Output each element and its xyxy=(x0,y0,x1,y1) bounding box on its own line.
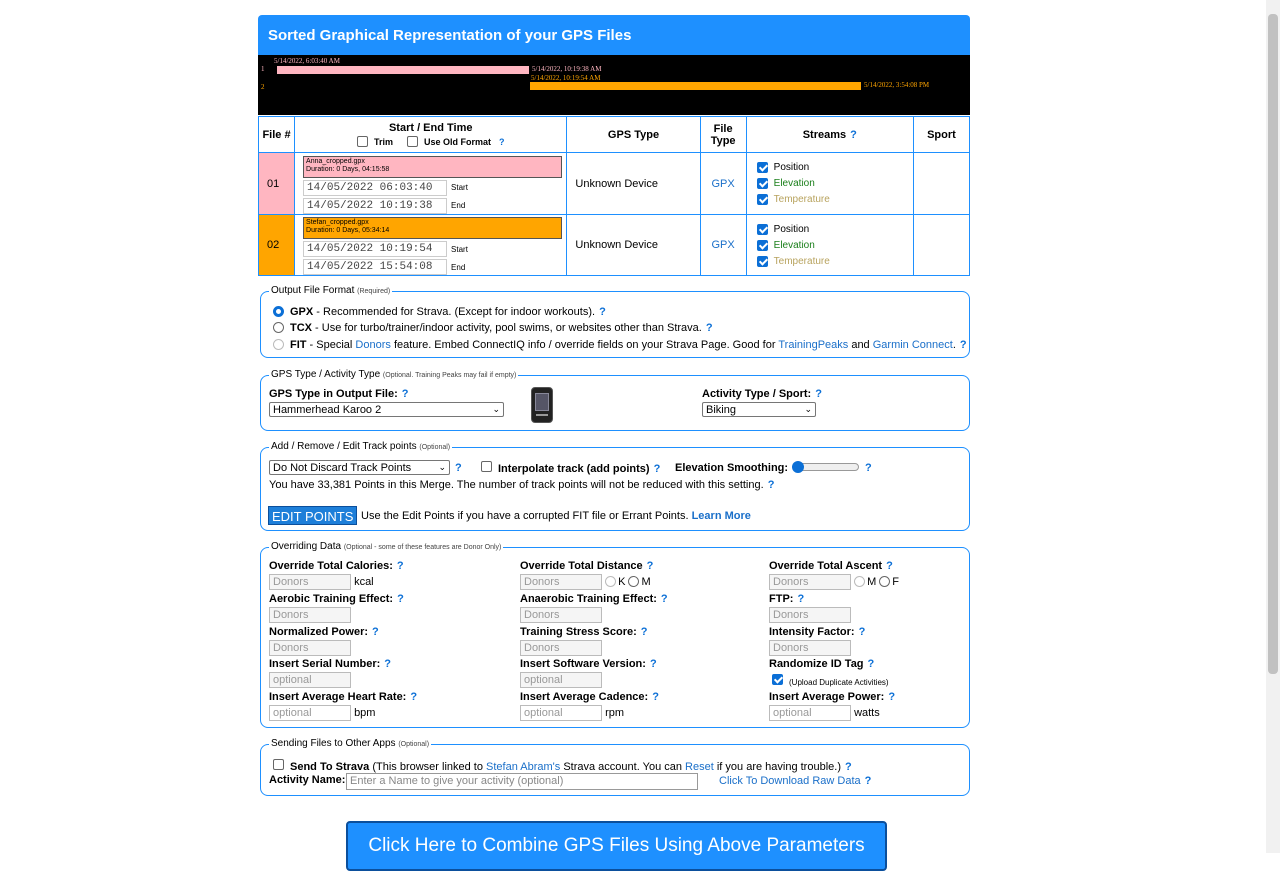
sport-cell xyxy=(913,153,969,215)
time-cell xyxy=(295,215,567,276)
sending-fieldset xyxy=(260,738,970,796)
stream-elevation-label: Elevation xyxy=(773,239,815,251)
cadence-label xyxy=(520,691,659,703)
cadence-unit: rpm xyxy=(605,706,625,719)
file-type-cell xyxy=(700,153,746,215)
overriding-legend-note: (Optional - some of these features are Donor Only) xyxy=(343,544,502,551)
randomize-checkbox[interactable] xyxy=(772,674,783,685)
gps-type-select-value: Hammerhead Karoo 2 xyxy=(273,403,382,416)
sending-legend-note: (Optional) xyxy=(398,741,430,748)
anaerobic-input[interactable]: Donors xyxy=(520,607,602,623)
power-help-icon[interactable]: ? xyxy=(888,691,896,703)
output-format-legend-title: Output File Format xyxy=(271,285,355,296)
gps-activity-fieldset xyxy=(260,369,970,431)
gpx-help-icon[interactable]: ? xyxy=(599,306,606,318)
discard-points-select[interactable] xyxy=(269,460,450,475)
stream-position-label: Position xyxy=(773,162,810,173)
garmin-connect-link[interactable]: Garmin Connect xyxy=(872,339,953,351)
tcx-desc: - Use for turbo/trainer/indoor activity, pool swims, or websites other than Strava. xyxy=(312,322,702,334)
fit-desc-2: feature. Embed ConnectIQ info / override fields on your Strava Page. Good for xyxy=(390,339,779,351)
file-info-box[interactable] xyxy=(303,217,562,239)
ascent-help-icon[interactable]: ? xyxy=(886,560,893,572)
file-num-cell xyxy=(259,153,295,215)
calories-unit: kcal xyxy=(354,575,374,588)
end-label: End xyxy=(451,262,466,272)
software-label xyxy=(520,658,657,670)
elevation-smoothing-slider[interactable] xyxy=(793,463,859,471)
ascent-f-radio[interactable] xyxy=(879,576,890,587)
aerobic-help-icon[interactable]: ? xyxy=(397,593,404,605)
elevation-slider-thumb[interactable] xyxy=(792,461,804,473)
power-label-text: Insert Average Power: xyxy=(769,691,885,703)
end-time-input[interactable]: 14/05/2022 15:54:08 xyxy=(303,259,447,275)
time-cell xyxy=(295,153,567,215)
overriding-fieldset xyxy=(260,541,970,728)
track-points-legend xyxy=(269,441,452,452)
gps-activity-legend-title: GPS Type / Activity Type xyxy=(271,369,381,380)
anaerobic-label xyxy=(520,593,668,605)
ascent-m-label: M xyxy=(867,575,877,588)
ascent-input[interactable]: Donors xyxy=(769,574,851,590)
fit-desc-1: - Special xyxy=(306,339,356,351)
distance-k-label: K xyxy=(618,575,626,588)
edit-points-desc xyxy=(361,510,751,522)
page-title: Sorted Graphical Representation of your GPS Files xyxy=(258,15,970,55)
output-format-legend xyxy=(269,285,392,296)
tss-help-icon[interactable]: ? xyxy=(640,626,648,638)
activity-type-label-text: Activity Type / Sport: xyxy=(702,388,812,400)
file-type-link[interactable]: GPX xyxy=(711,239,735,251)
elevation-smoothing-label: Elevation Smoothing: xyxy=(675,462,789,474)
scrollbar-thumb[interactable] xyxy=(1268,14,1278,674)
use-old-format-label: Use Old Format xyxy=(423,136,491,147)
file-info-box[interactable] xyxy=(303,156,562,178)
calories-label xyxy=(269,560,404,572)
sending-legend xyxy=(269,738,431,749)
aerobic-input[interactable]: Donors xyxy=(269,607,351,623)
gps-type-help-icon[interactable]: ? xyxy=(401,388,409,400)
software-help-icon[interactable]: ? xyxy=(649,658,657,670)
reset-link[interactable]: Reset xyxy=(685,761,714,773)
ftp-label-text: FTP: xyxy=(769,593,794,605)
np-label xyxy=(269,626,379,638)
randomize-note: (Upload Duplicate Activities) xyxy=(789,678,889,687)
ascent-m-radio[interactable] xyxy=(854,576,865,587)
hr-unit: bpm xyxy=(354,706,376,719)
file-type-cell xyxy=(700,215,746,276)
gps-type-cell xyxy=(567,215,700,276)
track-points-legend-title: Add / Remove / Edit Track points xyxy=(271,441,417,452)
start-end-title: Start / End Time xyxy=(388,122,473,134)
scrollbar[interactable] xyxy=(1266,0,1280,853)
fit-option[interactable] xyxy=(273,339,967,351)
stream-elevation-checkbox[interactable] xyxy=(757,240,768,251)
stream-elevation-label: Elevation xyxy=(773,178,815,189)
tcx-option[interactable] xyxy=(273,322,713,334)
stream-temperature-label: Temperature xyxy=(773,194,830,205)
elevation-help-icon[interactable]: ? xyxy=(865,462,872,474)
if-input[interactable]: Donors xyxy=(769,640,851,656)
donors-link[interactable]: Donors xyxy=(355,339,391,351)
hr-input[interactable]: optional xyxy=(269,705,351,721)
timeline-bar-file2[interactable] xyxy=(530,82,861,90)
timeline-file1-end-label: 5/14/2022, 10:19:38 AM xyxy=(532,65,602,73)
chevron-down-icon: ⌄ xyxy=(804,404,812,414)
stream-temperature-checkbox[interactable] xyxy=(757,194,768,205)
start-label: Start xyxy=(451,244,468,254)
software-input[interactable]: optional xyxy=(520,672,602,688)
interpolate-help-icon[interactable]: ? xyxy=(653,463,661,475)
download-raw-link[interactable]: Click To Download Raw Data xyxy=(719,775,861,787)
timeline-file2-end-label: 5/14/2022, 3:54:08 PM xyxy=(864,81,930,89)
activity-type-label xyxy=(702,388,822,400)
np-help-icon[interactable]: ? xyxy=(372,626,379,638)
file-name: Anna_cropped.gpx xyxy=(306,157,365,165)
ascent-label xyxy=(769,560,893,572)
activity-type-select-value: Biking xyxy=(706,403,736,416)
file-num: 01 xyxy=(267,177,280,190)
gps-type-select[interactable] xyxy=(269,402,504,417)
track-points-legend-note: (Optional) xyxy=(419,444,451,451)
file-num: 02 xyxy=(267,239,280,251)
cadence-label-text: Insert Average Cadence: xyxy=(520,691,649,703)
download-raw-row xyxy=(719,775,871,787)
col-header-file-num: File # xyxy=(259,117,295,153)
serial-label-text: Insert Serial Number: xyxy=(269,658,381,670)
trainingpeaks-link[interactable]: TrainingPeaks xyxy=(778,339,849,351)
randomize-label xyxy=(769,658,874,670)
calories-label-text: Override Total Calories: xyxy=(269,560,393,572)
output-format-fieldset xyxy=(260,285,970,358)
points-info-help-icon[interactable]: ? xyxy=(767,479,775,491)
randomize-label-text: Randomize ID Tag xyxy=(769,658,864,670)
tcx-help-icon[interactable]: ? xyxy=(705,322,713,334)
file-table xyxy=(258,116,970,276)
fit-and: and xyxy=(848,339,873,351)
use-old-format-checkbox[interactable] xyxy=(407,136,418,147)
activity-name-label: Activity Name: xyxy=(269,774,346,786)
file-type-link[interactable]: GPX xyxy=(711,177,735,190)
send-to-strava-checkbox[interactable] xyxy=(273,759,284,770)
col-header-streams xyxy=(746,117,913,153)
end-label: End xyxy=(451,201,466,210)
combine-button[interactable]: Click Here to Combine GPS Files Using Above Parameters xyxy=(346,821,887,871)
ascent-label-text: Override Total Ascent xyxy=(769,560,883,572)
edit-points-button[interactable]: EDIT POINTS xyxy=(268,506,357,525)
gpx-option[interactable] xyxy=(273,306,606,318)
fit-help-icon[interactable]: ? xyxy=(959,339,967,351)
start-time-input[interactable]: 14/05/2022 06:03:40 xyxy=(303,180,447,196)
edit-points-desc-text: Use the Edit Points if you have a corrupted FIT file or Errant Points. xyxy=(361,510,689,522)
tss-label xyxy=(520,626,648,638)
file-duration: Duration: 0 Days, 05:34:14 xyxy=(306,227,390,234)
tcx-radio[interactable] xyxy=(273,322,284,333)
distance-label-text: Override Total Distance xyxy=(520,560,643,572)
trim-label: Trim xyxy=(373,136,393,147)
distance-m-radio[interactable] xyxy=(628,576,639,587)
timeline-row-2-number: 2 xyxy=(261,83,265,91)
if-label-text: Intensity Factor: xyxy=(769,626,855,638)
timeline-row-1-number: 1 xyxy=(261,65,265,73)
table-row xyxy=(259,215,970,276)
timeline-graph xyxy=(258,55,970,115)
activity-type-help-icon[interactable]: ? xyxy=(815,388,822,400)
start-end-help-icon[interactable]: ? xyxy=(499,136,505,147)
cadence-input[interactable]: optional xyxy=(520,705,602,721)
randomize-help-icon[interactable]: ? xyxy=(867,658,875,670)
power-unit: watts xyxy=(854,706,880,719)
software-label-text: Insert Software Version: xyxy=(520,658,646,670)
if-help-icon[interactable]: ? xyxy=(858,626,866,638)
trim-checkbox[interactable] xyxy=(357,136,368,147)
sending-legend-title: Sending Files to Other Apps xyxy=(271,738,396,749)
output-format-legend-note: (Required) xyxy=(357,288,391,295)
track-points-fieldset xyxy=(260,441,970,531)
fit-dot: . xyxy=(952,339,956,351)
timeline-bar-file1[interactable] xyxy=(277,66,529,74)
tss-input[interactable]: Donors xyxy=(520,640,602,656)
points-info xyxy=(269,479,774,491)
hr-label xyxy=(269,691,417,703)
gps-activity-legend xyxy=(269,369,518,380)
table-header-row xyxy=(259,117,970,153)
gpx-desc: - Recommended for Strava. (Except for indoor workouts). xyxy=(313,306,596,318)
file-name: Stefan_cropped.gpx xyxy=(306,219,369,226)
np-input[interactable]: Donors xyxy=(269,640,351,656)
fit-label: FIT xyxy=(290,339,307,351)
gps-type: Unknown Device xyxy=(575,239,658,251)
stream-temperature-label: Temperature xyxy=(773,255,830,267)
interpolate-checkbox[interactable] xyxy=(481,461,492,472)
points-info-text: You have 33,381 Points in this Merge. The number of track points will not be reduced with this setting. xyxy=(269,479,764,491)
streams-cell xyxy=(746,153,913,215)
tss-label-text: Training Stress Score: xyxy=(520,626,637,638)
overriding-legend xyxy=(269,541,503,552)
discard-help-icon[interactable]: ? xyxy=(455,462,462,474)
timeline-file2-start-label: 5/14/2022, 10:19:54 AM xyxy=(531,74,601,82)
col-header-start-end xyxy=(295,117,567,153)
file-duration: Duration: 0 Days, 04:15:58 xyxy=(306,165,390,173)
activity-name-input[interactable]: Enter a Name to give your activity (optional) xyxy=(346,773,698,790)
cadence-help-icon[interactable]: ? xyxy=(652,691,659,703)
serial-help-icon[interactable]: ? xyxy=(384,658,391,670)
activity-type-select[interactable] xyxy=(702,402,816,417)
ftp-help-icon[interactable]: ? xyxy=(797,593,805,605)
stream-position-checkbox[interactable] xyxy=(757,162,768,173)
strava-desc-3: if you are having trouble.) xyxy=(713,761,841,773)
aerobic-label xyxy=(269,593,404,605)
timeline-file1-start-label: 5/14/2022, 6:03:40 AM xyxy=(274,57,340,65)
send-to-strava-label: Send To Strava xyxy=(290,761,370,773)
serial-label xyxy=(269,658,391,670)
send-to-strava-row xyxy=(273,759,852,773)
gps-type-cell xyxy=(567,153,700,215)
gps-activity-legend-note: (Optional. Training Peaks may fail if empty) xyxy=(382,372,517,379)
discard-points-value: Do Not Discard Track Points xyxy=(273,461,412,474)
fit-radio[interactable] xyxy=(273,339,284,350)
chevron-down-icon: ⌄ xyxy=(438,462,446,472)
sport-cell xyxy=(913,215,969,276)
distance-k-radio[interactable] xyxy=(605,576,616,587)
end-time-input[interactable]: 14/05/2022 10:19:38 xyxy=(303,198,447,214)
start-label: Start xyxy=(451,183,468,192)
power-label xyxy=(769,691,895,703)
hr-label-text: Insert Average Heart Rate: xyxy=(269,691,407,703)
stream-elevation-checkbox[interactable] xyxy=(757,178,768,189)
stream-position-checkbox[interactable] xyxy=(757,224,768,235)
tcx-label: TCX xyxy=(290,322,312,334)
gps-type-label-text: GPS Type in Output File: xyxy=(269,388,398,400)
calories-input[interactable]: Donors xyxy=(269,574,351,590)
streams-cell xyxy=(746,215,913,276)
col-header-gps-type: GPS Type xyxy=(567,117,700,153)
np-label-text: Normalized Power: xyxy=(269,626,369,638)
serial-input[interactable]: optional xyxy=(269,672,351,688)
gpx-label: GPX xyxy=(290,306,314,318)
strava-user-link[interactable]: Stefan Abram's xyxy=(486,761,561,773)
distance-input[interactable]: Donors xyxy=(520,574,602,590)
device-image xyxy=(531,387,553,423)
ftp-input[interactable]: Donors xyxy=(769,607,851,623)
distance-m-label: M xyxy=(641,575,651,588)
aerobic-label-text: Aerobic Training Effect: xyxy=(269,593,394,605)
interpolate-label: Interpolate track (add points) xyxy=(498,463,650,475)
gps-type-label xyxy=(269,388,408,400)
power-input[interactable]: optional xyxy=(769,705,851,721)
gps-type: Unknown Device xyxy=(575,177,658,190)
col-header-sport: Sport xyxy=(913,117,969,153)
anaerobic-label-text: Anaerobic Training Effect: xyxy=(520,593,657,605)
strava-desc-1: (This browser linked to xyxy=(369,761,487,773)
overriding-legend-title: Overriding Data xyxy=(271,541,342,552)
download-help-icon[interactable]: ? xyxy=(864,775,872,787)
col-header-file-type: File Type xyxy=(700,117,746,153)
table-row xyxy=(259,153,970,215)
start-time-input[interactable]: 14/05/2022 10:19:54 xyxy=(303,241,447,257)
stream-position-label: Position xyxy=(773,223,810,235)
file-num-cell xyxy=(259,215,295,276)
strava-desc-2: Strava account. You can xyxy=(560,761,686,773)
ftp-label xyxy=(769,593,804,605)
stream-temperature-checkbox[interactable] xyxy=(757,256,768,267)
if-label xyxy=(769,626,865,638)
streams-help-icon[interactable]: ? xyxy=(850,128,857,141)
anaerobic-help-icon[interactable]: ? xyxy=(660,593,668,605)
distance-label xyxy=(520,560,653,572)
calories-help-icon[interactable]: ? xyxy=(396,560,404,572)
hr-help-icon[interactable]: ? xyxy=(410,691,418,703)
chevron-down-icon: ⌄ xyxy=(492,404,500,414)
gpx-radio[interactable] xyxy=(273,306,284,317)
streams-header-label: Streams xyxy=(802,128,847,141)
distance-help-icon[interactable]: ? xyxy=(646,560,654,572)
learn-more-link[interactable]: Learn More xyxy=(691,510,751,522)
interpolate-option[interactable] xyxy=(481,461,660,475)
ascent-f-label: F xyxy=(892,575,900,588)
strava-help-icon[interactable]: ? xyxy=(844,761,852,773)
